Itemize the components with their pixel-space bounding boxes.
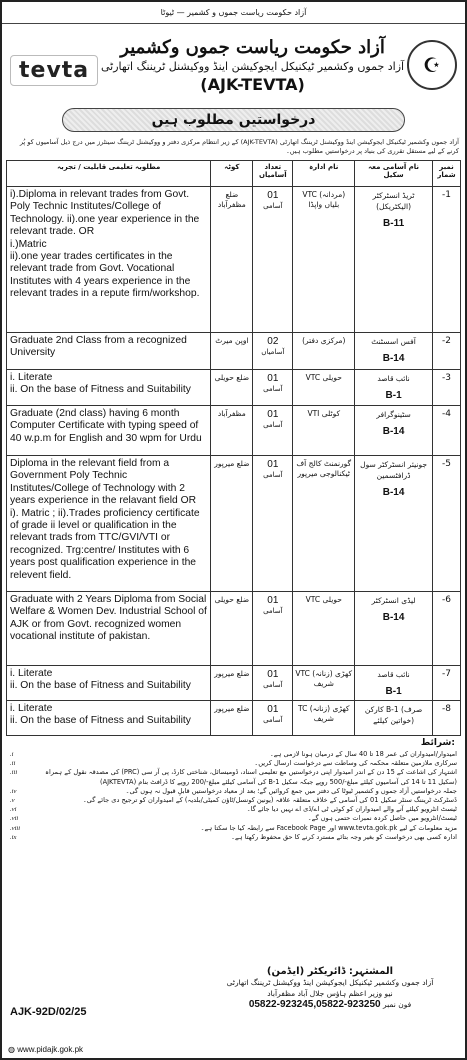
post-cell bbox=[355, 333, 433, 370]
qty-cell bbox=[253, 666, 293, 701]
phone-numbers: 05822-923245,05822-923250 bbox=[248, 999, 381, 1010]
office-cell: VTC (زنانہ) کھڑی شریف bbox=[293, 666, 355, 701]
qty-value: 01 bbox=[267, 459, 279, 470]
requirements-cell bbox=[7, 666, 211, 701]
post-grade: B-14 bbox=[382, 426, 405, 437]
requirements-text: i. Literate ii. On the base of Fitness and Suitability bbox=[10, 703, 191, 727]
requirements-cell bbox=[7, 187, 211, 333]
qty-label: آسامی bbox=[263, 607, 283, 615]
table-row bbox=[7, 456, 461, 592]
qty-cell bbox=[253, 456, 293, 592]
post-name: آفس اسسٹنٹ bbox=[371, 337, 416, 346]
condition-number: i. bbox=[10, 751, 14, 758]
qty-label: آسامی bbox=[263, 202, 283, 210]
requirements-text: i. Literate ii. On the base of Fitness and Suitability bbox=[10, 668, 191, 692]
qty-value: 01 bbox=[267, 595, 279, 606]
post-name: سٹینوگرافر bbox=[376, 410, 411, 419]
post-cell bbox=[355, 592, 433, 666]
qty-cell bbox=[253, 370, 293, 406]
serial-cell: -8 bbox=[432, 701, 460, 736]
qty-label: آسامی bbox=[263, 385, 283, 393]
post-grade: B-14 bbox=[382, 612, 405, 623]
requirements-text: Graduate (2nd class) having 6 month Computer Certificate with typing speed of 40 w.p.m for English and 30 wpm for Urdu bbox=[10, 408, 202, 444]
table-row bbox=[7, 333, 461, 370]
qty-value: 01 bbox=[267, 704, 279, 715]
advertiser-block bbox=[205, 966, 455, 1010]
conditions-title: شرائط: bbox=[420, 738, 455, 748]
org-title: آزاد جموں وکشمیر ٹیکنیکل ایجوکیشن اینڈ ووکیشنل ٹریننگ اتھارٹی bbox=[101, 59, 405, 73]
footer bbox=[2, 962, 465, 1058]
office-cell: VTC (مردانہ) بلیاں واپڈا bbox=[293, 187, 355, 333]
post-name: نائب قاصد bbox=[377, 670, 410, 679]
serial-cell: -2 bbox=[432, 333, 460, 370]
header-titles bbox=[98, 37, 407, 94]
table-header-row bbox=[7, 161, 461, 187]
office-cell: (مرکزی دفتر) bbox=[293, 333, 355, 370]
requirements-text: Graduate with 2 Years Diploma from Social Welfare & Women Dev. Industrial School of AJK or from Govt. recognized women vocational institute of pakistan. bbox=[10, 594, 207, 643]
condition-item bbox=[10, 750, 457, 759]
post-cell bbox=[355, 187, 433, 333]
condition-text: ادارہ کسی بھی درخواست کو بغیر وجہ بتائے مسترد کرنے کا حق محفوظ رکھتا ہے۔ bbox=[231, 832, 457, 841]
quota-cell: ضلع حویلی bbox=[211, 370, 253, 406]
post-name: کارکن B-1 (صرف خواتین کیلئے) bbox=[364, 705, 423, 725]
office-cell: TC (زنانہ) کھڑی شریف bbox=[293, 701, 355, 736]
condition-number: vii. bbox=[10, 815, 19, 823]
header-office: نام ادارہ bbox=[293, 161, 355, 187]
requirements-cell bbox=[7, 701, 211, 736]
header-post: نام آسامی معہ سکیل bbox=[355, 161, 433, 187]
requirements-text: i).Diploma in relevant trades from Govt. Poly Technic Institutes/College of Technology. ii).one year experience in the relevant trade. OR i.)Matric ii).one year trades certificates in the relevant trade from Govt. Vocational Institutes with 4 years experience in the relevant trades in a repute firm/workshop. bbox=[10, 189, 200, 300]
condition-number: iii. bbox=[10, 769, 18, 777]
serial-cell: -1 bbox=[432, 187, 460, 333]
post-cell bbox=[355, 370, 433, 406]
qty-cell bbox=[253, 187, 293, 333]
applications-banner: درخواستیں مطلوب ہیں bbox=[62, 108, 405, 132]
condition-text: سرکاری ملازمین متعلقہ محکمہ کی وساطت سے درخواست ارسال کریں۔ bbox=[254, 759, 457, 768]
posts-table bbox=[6, 160, 461, 736]
serial-cell: -3 bbox=[432, 370, 460, 406]
header-qty: تعداد آسامیاں bbox=[253, 161, 293, 187]
condition-item bbox=[10, 814, 457, 823]
condition-text: جملہ درخواستیں آزاد جموں و کشمیر ٹیوٹا کی دفتر میں جمع کروائیں گے؛ بعد از معیاد درخواستیں قابلِ قبول نہ ہوں گی۔ bbox=[125, 786, 457, 795]
post-grade: B-1 bbox=[385, 686, 402, 697]
condition-number: ix. bbox=[10, 833, 17, 841]
ajk-emblem-icon: ☪ bbox=[407, 40, 457, 90]
org-abbreviation: (AJK-TEVTA) bbox=[200, 74, 305, 94]
condition-item bbox=[10, 805, 457, 814]
table-row bbox=[7, 406, 461, 456]
condition-number: viii. bbox=[10, 824, 21, 832]
requirements-text: i. Literate ii. On the base of Fitness and Suitability bbox=[10, 372, 191, 396]
condition-number: vi. bbox=[10, 806, 17, 814]
qty-value: 01 bbox=[267, 669, 279, 680]
qty-label: آسامیاں bbox=[261, 348, 285, 356]
quota-cell: اوپن میرٹ bbox=[211, 333, 253, 370]
requirements-cell bbox=[7, 406, 211, 456]
serial-cell: -6 bbox=[432, 592, 460, 666]
conditions-list bbox=[2, 750, 465, 842]
post-cell bbox=[355, 701, 433, 736]
table-row bbox=[7, 701, 461, 736]
qty-label: آسامی bbox=[263, 716, 283, 724]
condition-text: ٹیسٹ انٹرویو کیلئے آنے والے امیدواران کو کوئی ٹی اے/ڈی اے نہیں دیا جائے گا۔ bbox=[246, 805, 457, 814]
table-row bbox=[7, 370, 461, 406]
table-row bbox=[7, 592, 461, 666]
condition-item bbox=[10, 824, 457, 833]
post-grade: B-14 bbox=[382, 353, 405, 364]
post-name: جونیئر انسٹرکٹر سول ڈرافٹسمین bbox=[360, 460, 428, 480]
office-cell: VTC حویلی bbox=[293, 370, 355, 406]
quota-cell: مظفرآباد bbox=[211, 406, 253, 456]
post-name: ٹریڈ انسٹرکٹر (الیکٹریکل) bbox=[372, 191, 415, 211]
pid-website-text: www.pidajk.gok.pk bbox=[17, 1045, 84, 1054]
reference-number: AJK-92D/02/25 bbox=[10, 1006, 87, 1018]
table-row bbox=[7, 187, 461, 333]
qty-value: 01 bbox=[267, 190, 279, 201]
post-grade: B-1 bbox=[385, 390, 402, 401]
header bbox=[2, 24, 465, 106]
top-strip: آزاد حکومت ریاست جموں و کشمیر — ٹیوٹا bbox=[2, 2, 465, 24]
condition-item bbox=[10, 787, 457, 796]
condition-item bbox=[10, 833, 457, 842]
advertiser-title: المشتہر: ڈائریکٹر (ایڈمن) bbox=[266, 966, 394, 977]
advertiser-org: آزاد جموں وکشمیر ٹیکنیکل ایجوکیشن اینڈ ووکیشنل ٹریننگ اتھارٹی bbox=[226, 978, 434, 987]
header-req: مطلوبہ تعلیمی قابلیت / تجربہ bbox=[7, 161, 211, 187]
qty-cell bbox=[253, 406, 293, 456]
globe-icon: ◍ bbox=[8, 1045, 15, 1054]
post-cell bbox=[355, 456, 433, 592]
table-row bbox=[7, 666, 461, 701]
post-cell bbox=[355, 406, 433, 456]
condition-text: مزید معلومات کے لیے www.tevta.gok.pk اور Facebook Page سے رابطہ کیا جا سکتا ہے۔ bbox=[200, 823, 457, 832]
requirements-cell bbox=[7, 370, 211, 406]
qty-label: آسامی bbox=[263, 471, 283, 479]
condition-item bbox=[10, 796, 457, 805]
tevta-logo: tevta bbox=[10, 55, 98, 86]
requirements-text: Graduate 2nd Class from a recognized University bbox=[10, 335, 187, 359]
condition-text: ڈسٹرکٹ ٹریننگ سنٹر سکیل 01 کی آسامی کے خلاف متعلقہ علاقہ (یونین کونسل/ٹاؤن کمیٹی/بلدیہ) کے امیدواران کو ترجیح دی جائے گی۔ bbox=[82, 796, 457, 805]
qty-value: 01 bbox=[267, 409, 279, 420]
serial-cell: -7 bbox=[432, 666, 460, 701]
condition-number: iv. bbox=[10, 787, 17, 795]
qty-cell bbox=[253, 701, 293, 736]
serial-cell: -5 bbox=[432, 456, 460, 592]
requirements-text: Diploma in the relevant field from a Government Poly Technic Institutes/College of Technology with 2 years experience in the relavant field OR i). Matric ; ii).Trades proficiency certificate of grade ii level or qualification in the relevant trads from TTC/GVI/VTI or recognized. Trg:centre/ Institutes with 6 years post qualification experience in the relevent field. bbox=[10, 458, 200, 581]
pid-website bbox=[8, 1045, 83, 1054]
header-no: نمبر شمار bbox=[432, 161, 460, 187]
office-cell: VTC حویلی bbox=[293, 592, 355, 666]
govt-title: آزاد حکومت ریاست جموں وکشمیر bbox=[120, 36, 385, 58]
qty-value: 02 bbox=[267, 336, 279, 347]
post-grade: B-14 bbox=[382, 487, 405, 498]
quota-cell: ضلع میرپور bbox=[211, 666, 253, 701]
quota-cell: ضلع میرپور bbox=[211, 456, 253, 592]
office-cell: گورنمنٹ کالج آف ٹیکنالوجی میرپور bbox=[293, 456, 355, 592]
qty-cell bbox=[253, 333, 293, 370]
requirements-cell bbox=[7, 456, 211, 592]
serial-cell: -4 bbox=[432, 406, 460, 456]
condition-text: ٹیسٹ/انٹرویو میں حاصل کردہ نمبرات حتمی ہوں گے۔ bbox=[307, 814, 457, 823]
requirements-cell bbox=[7, 333, 211, 370]
condition-number: ii. bbox=[10, 760, 16, 768]
condition-text: امیدوار/امیدواران کی عمر 18 تا 40 سال کے درمیان ہونا لازمی ہے۔ bbox=[269, 750, 457, 758]
office-cell: VTI کوٹلی bbox=[293, 406, 355, 456]
qty-value: 01 bbox=[267, 373, 279, 384]
quota-cell: ضلع میرپور bbox=[211, 701, 253, 736]
post-cell bbox=[355, 666, 433, 701]
post-grade: B-11 bbox=[383, 218, 405, 229]
quota-cell: ضلع حویلی bbox=[211, 592, 253, 666]
condition-text: اشتہار کی اشاعت کے 15 دن کے اندر امیدوار اپنی درخواستیں مع تعلیمی اسناد، ڈومیسائل، شناختی کارڈ، پی آر سی (PRC) کی مصدقہ نقول کے ہمراہ (سکیل 11 تا 14 کی آسامیوں کیلئے مبلغ-/500 روپے جبکہ سکیل B-1 کی آسامی کیلئے مبلغ-/200 روپے کا ڈرافٹ بنام (AJKTEVTA) bbox=[45, 768, 457, 786]
intro-text: آزاد جموں وکشمیر ٹیکنیکل ایجوکیشن اینڈ ووکیشنل ٹریننگ اتھارٹی (AJK-TEVTA) کے زیر انتظام مرکزی دفتر و ووکیشنل ٹریننگ سینٹرز میں درج ذیل آسامیوں کو پُر کرنے کے لیے مستقل تقرری کی بنیاد پر درخواستیں مطلوب ہیں۔ bbox=[19, 138, 459, 155]
condition-number: v. bbox=[10, 797, 15, 805]
header-quota: کوٹہ bbox=[211, 161, 253, 187]
qty-label: آسامی bbox=[263, 681, 283, 689]
qty-label: آسامی bbox=[263, 421, 283, 429]
phone-label: فون نمبر bbox=[383, 1000, 412, 1009]
advertiser-address: نیو وزیر اعظم ہاؤس جلال آباد مظفرآباد bbox=[267, 989, 393, 998]
qty-cell bbox=[253, 592, 293, 666]
post-name: نائب قاصد bbox=[377, 374, 410, 383]
condition-item bbox=[10, 768, 457, 786]
post-name: لیڈی انسٹرکٹر bbox=[371, 596, 416, 605]
requirements-cell bbox=[7, 592, 211, 666]
quota-cell: ضلع مظفرآباد bbox=[211, 187, 253, 333]
